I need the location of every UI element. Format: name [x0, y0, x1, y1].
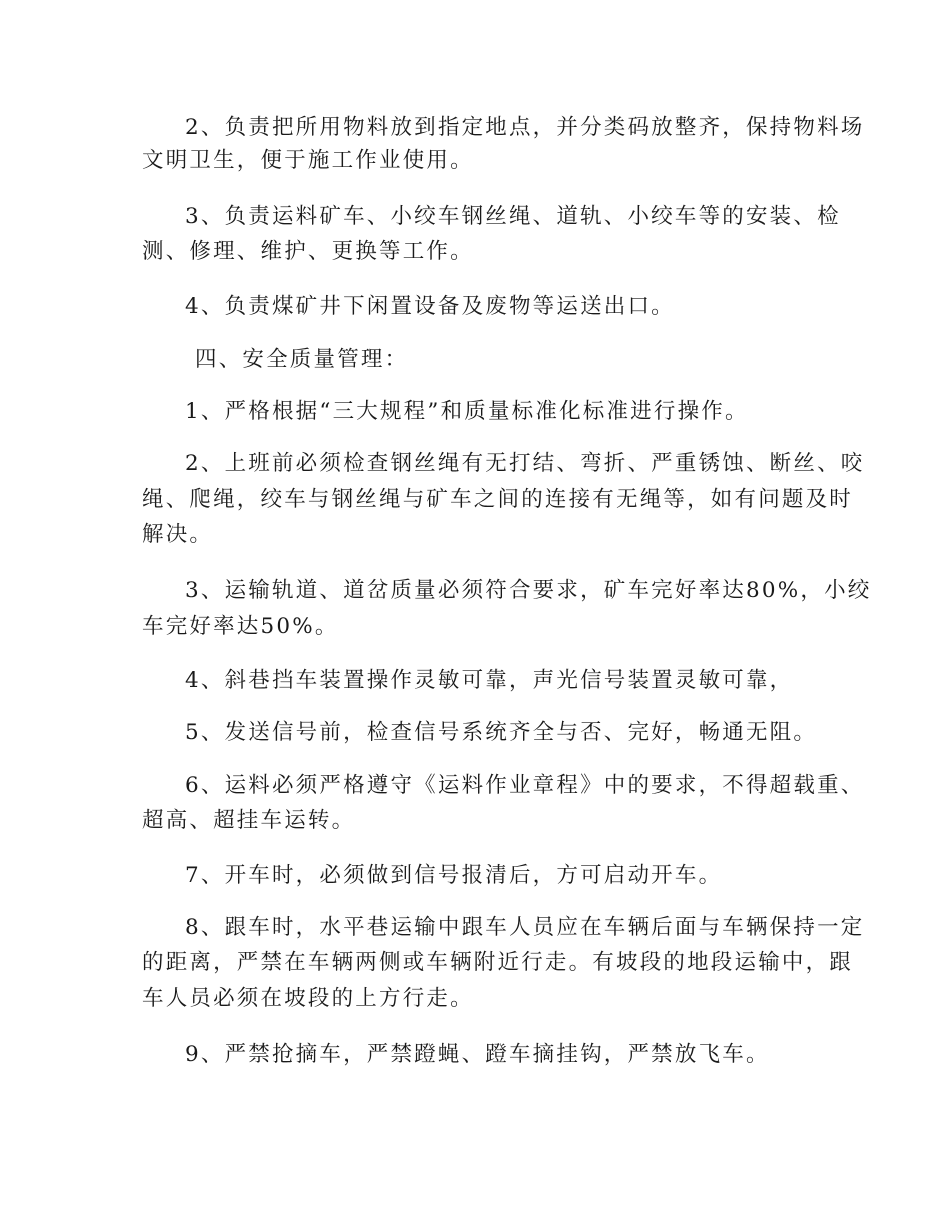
paragraph-line: 4、斜巷挡车装置操作灵敏可靠，声光信号装置灵敏可靠， [185, 668, 794, 693]
section-heading: 四、安全质量管理： [195, 347, 409, 372]
paragraph-line: 绳、爬绳，绞车与钢丝绳与矿车之间的连接有无绳等，如有问题及时 [142, 487, 854, 512]
paragraph-line: 4、负责煤矿井下闲置设备及废物等运送出口。 [185, 294, 675, 319]
paragraph-line: 1、严格根据“三大规程”和质量标准化标准进行操作。 [185, 399, 749, 424]
paragraph-line: 测、修理、维护、更换等工作。 [142, 239, 474, 264]
paragraph-line: 3、运输轨道、道岔质量必须符合要求，矿车完好率达80%，小绞 [185, 578, 872, 603]
paragraph-line: 超高、超挂车运转。 [142, 808, 356, 833]
paragraph-line: 解决。 [142, 522, 214, 547]
paragraph-line: 9、严禁抢摘车，严禁蹬蝇、蹬车摘挂钩，严禁放飞车。 [185, 1042, 770, 1067]
paragraph-line: 7、开车时，必须做到信号报清后，方可启动开车。 [185, 863, 723, 888]
paragraph-line: 文明卫生，便于施工作业使用。 [142, 148, 474, 173]
paragraph-line: 车人员必须在坡段的上方行走。 [142, 986, 474, 1011]
paragraph-line: 2、负责把所用物料放到指定地点，并分类码放整齐，保持物料场 [185, 115, 865, 140]
paragraph-line: 的距离，严禁在车辆两侧或车辆附近行走。有坡段的地段运输中，跟 [142, 950, 854, 975]
paragraph-line: 8、跟车时，水平巷运输中跟车人员应在车辆后面与车辆保持一定 [185, 915, 865, 940]
paragraph-line: 6、运料必须严格遵守《运料作业章程》中的要求，不得超载重、 [185, 773, 865, 798]
paragraph-line: 2、上班前必须检查钢丝绳有无打结、弯折、严重锈蚀、断丝、咬 [185, 451, 865, 476]
paragraph-line: 车完好率达50%。 [142, 614, 339, 639]
paragraph-line: 3、负责运料矿车、小绞车钢丝绳、道轨、小绞车等的安装、检 [185, 204, 841, 229]
paragraph-line: 5、发送信号前，检查信号系统齐全与否、完好，畅通无阻。 [185, 720, 818, 745]
